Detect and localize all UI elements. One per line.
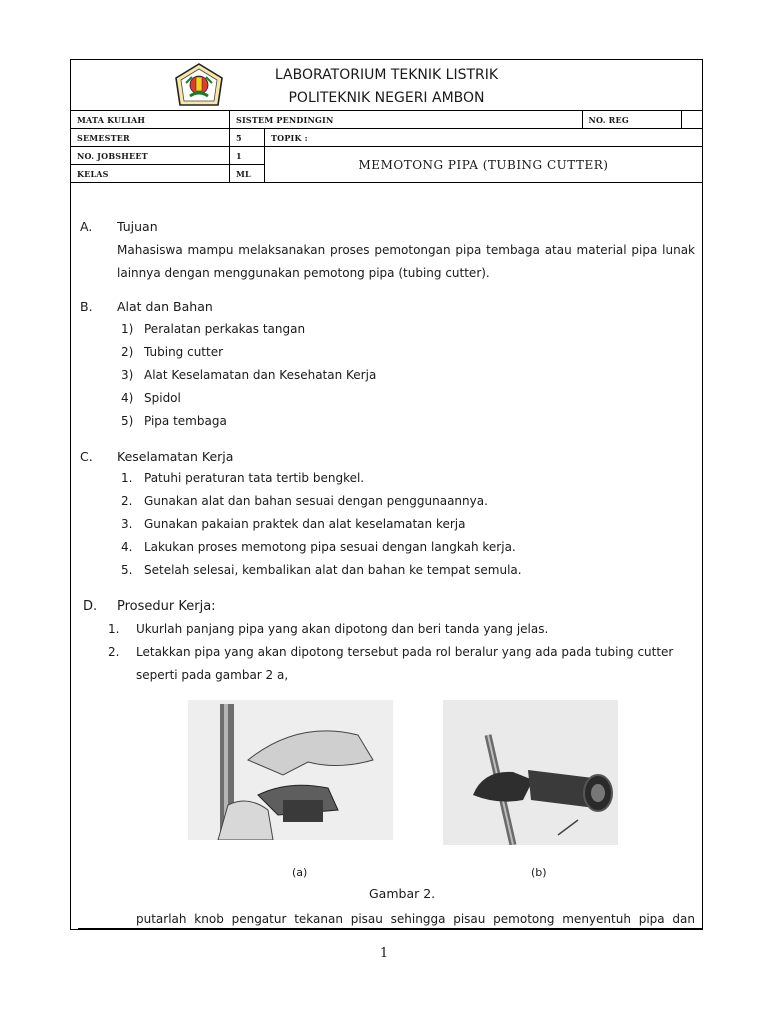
section-title: Keselamatan Kerja [117, 449, 234, 464]
list-item: 4. Lakukan proses memotong pipa sesuai dengan langkah kerja. [121, 540, 516, 554]
section-a-heading [80, 219, 158, 234]
list-item: 1. Patuhi peraturan tata tertib bengkel. [121, 471, 365, 485]
institution-name: POLITEKNIK NEGERI AMBON [288, 90, 485, 106]
section-a-text: Mahasiswa mampu melaksanakan proses pemotongan pipa tembaga atau material pipa lunak lainnya dengan menggunakan pemotong pipa (tubing cutter). [117, 243, 695, 280]
section-title: Tujuan [117, 219, 158, 234]
list-item: 3. Gunakan pakaian praktek dan alat keselamatan kerja [121, 517, 466, 531]
section-letter: D. [83, 599, 98, 614]
kelas-value: ML [230, 165, 265, 183]
tubing-cutter-photo-a [188, 700, 393, 840]
photo-a-illustration [188, 700, 393, 840]
section-title: Prosedur Kerja: [117, 599, 216, 614]
figure-caption: Gambar 2. [369, 886, 436, 901]
list-item: 1) Peralatan perkakas tangan [121, 322, 306, 336]
figure-label-a: (a) [292, 866, 308, 879]
kelas-label: KELAS [71, 165, 230, 183]
photo-b-illustration [443, 700, 618, 845]
section-letter: B. [80, 299, 93, 314]
section-letter: C. [80, 449, 93, 464]
section-c-heading [80, 449, 233, 464]
section-d-heading [83, 599, 216, 614]
mata-kuliah-value: SISTEM PENDINGIN [230, 111, 583, 129]
tubing-cutter-photo-b [443, 700, 618, 845]
semester-value: 5 [230, 129, 265, 147]
list-item: 2. Letakkan pipa yang akan dipotong tersebut pada rol beralur yang ada pada tubing cutter [108, 645, 674, 659]
list-item: 5. Setelah selesai, kembalikan alat dan bahan ke tempat semula. [121, 563, 522, 577]
no-reg-label: NO. REG [582, 111, 681, 129]
no-reg-value [681, 111, 703, 129]
mata-kuliah-label: MATA KULIAH [71, 111, 230, 129]
list-item: 2) Tubing cutter [121, 345, 224, 359]
section-title: Alat dan Bahan [117, 299, 213, 314]
jobsheet-value: 1 [230, 147, 265, 165]
topik-label: TOPIK : [265, 129, 703, 147]
list-item: 3) Alat Keselamatan dan Kesehatan Kerja [121, 368, 377, 382]
footer-rule [78, 928, 703, 930]
list-item: 4) Spidol [121, 391, 181, 405]
jobsheet-label: NO. JOBSHEET [71, 147, 230, 165]
section-b-heading [80, 299, 213, 314]
figure-label-b: (b) [531, 866, 547, 879]
page-number: 1 [379, 946, 389, 961]
lab-name: LABORATORIUM TEKNIK LISTRIK [274, 67, 499, 83]
topic-title: MEMOTONG PIPA (TUBING CUTTER) [265, 147, 703, 183]
list-item-continuation: seperti pada gambar 2 a, [136, 668, 289, 682]
section-letter: A. [80, 219, 93, 234]
continuation-text: putarlah knob pengatur tekanan pisau sehingga pisau pemotong menyentuh pipa dan [136, 912, 695, 926]
semester-label: SEMESTER [71, 129, 230, 147]
list-item: 2. Gunakan alat dan bahan sesuai dengan penggunaannya. [121, 494, 488, 508]
list-item: 5) Pipa tembaga [121, 414, 227, 428]
jobsheet-info-table [70, 110, 703, 183]
list-item: 1. Ukurlah panjang pipa yang akan dipotong dan beri tanda yang jelas. [108, 622, 549, 636]
